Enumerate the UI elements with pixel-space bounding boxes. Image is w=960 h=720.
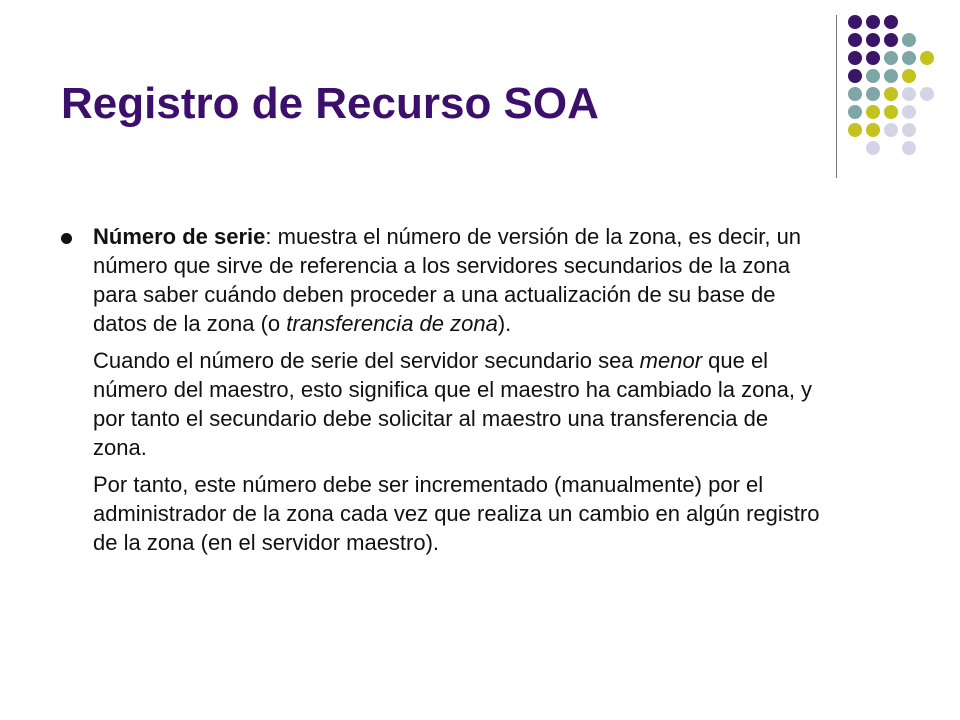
decorative-dot	[848, 87, 862, 101]
decorative-dot	[848, 105, 862, 119]
decorative-dot	[884, 33, 898, 47]
decorative-dot	[866, 69, 880, 83]
decorative-dot	[866, 123, 880, 137]
decorative-dot	[902, 51, 916, 65]
bullet-item	[61, 222, 821, 557]
decorative-dot	[884, 105, 898, 119]
decorative-dot	[848, 123, 862, 137]
decorative-dot	[866, 51, 880, 65]
decorative-dot	[920, 51, 934, 65]
paragraph-2-start: Cuando el número de serie del servidor secundario sea	[93, 348, 640, 373]
decorative-dot	[866, 15, 880, 29]
italic-word: menor	[639, 348, 703, 373]
decorative-dot	[884, 87, 898, 101]
term-label: Número de serie	[93, 224, 266, 249]
decorative-dot	[902, 105, 916, 119]
decorative-dot	[902, 123, 916, 137]
decorative-dot	[902, 87, 916, 101]
decorative-dot	[848, 33, 862, 47]
italic-term: transferencia de zona	[286, 311, 498, 336]
definition-text-end: ).	[497, 311, 512, 336]
slide-body	[61, 222, 821, 557]
decorative-dot	[884, 15, 898, 29]
decorative-dot	[902, 69, 916, 83]
decorative-dot	[902, 141, 916, 155]
decorative-dot	[920, 87, 934, 101]
vertical-divider	[836, 15, 837, 178]
decorative-dot	[884, 123, 898, 137]
bullet-paragraph-2	[93, 346, 821, 462]
definition-text: : muestra el número de versión de la zona, es decir, un número que sirve de referencia a los servidores secundarios de la zona para saber cuándo deben proceder a una actualización de su base de datos de la zona (o	[93, 224, 802, 336]
decorative-dot	[902, 33, 916, 47]
decorative-dot	[848, 69, 862, 83]
decorative-dot	[866, 33, 880, 47]
decorative-dot	[866, 87, 880, 101]
decorative-dot-grid	[848, 15, 958, 155]
decorative-dot	[866, 105, 880, 119]
decorative-dot	[848, 15, 862, 29]
decorative-dot	[866, 141, 880, 155]
bullet-paragraph-1	[93, 222, 821, 338]
bullet-paragraph-3: Por tanto, este número debe ser incrementado (manualmente) por el administrador de la zona cada vez que realiza un cambio en algún registro de la zona (en el servidor maestro).	[93, 472, 820, 555]
bullet-dot-icon	[61, 233, 72, 244]
decorative-dot	[848, 51, 862, 65]
decorative-dot	[884, 69, 898, 83]
slide-title: Registro de Recurso SOA	[61, 79, 599, 128]
decorative-dot	[884, 51, 898, 65]
paragraph-2-end: que el número del maestro, esto significa que el maestro ha cambiado la zona, y por tanto el secundario debe solicitar al maestro una transferencia de zona.	[93, 348, 813, 460]
